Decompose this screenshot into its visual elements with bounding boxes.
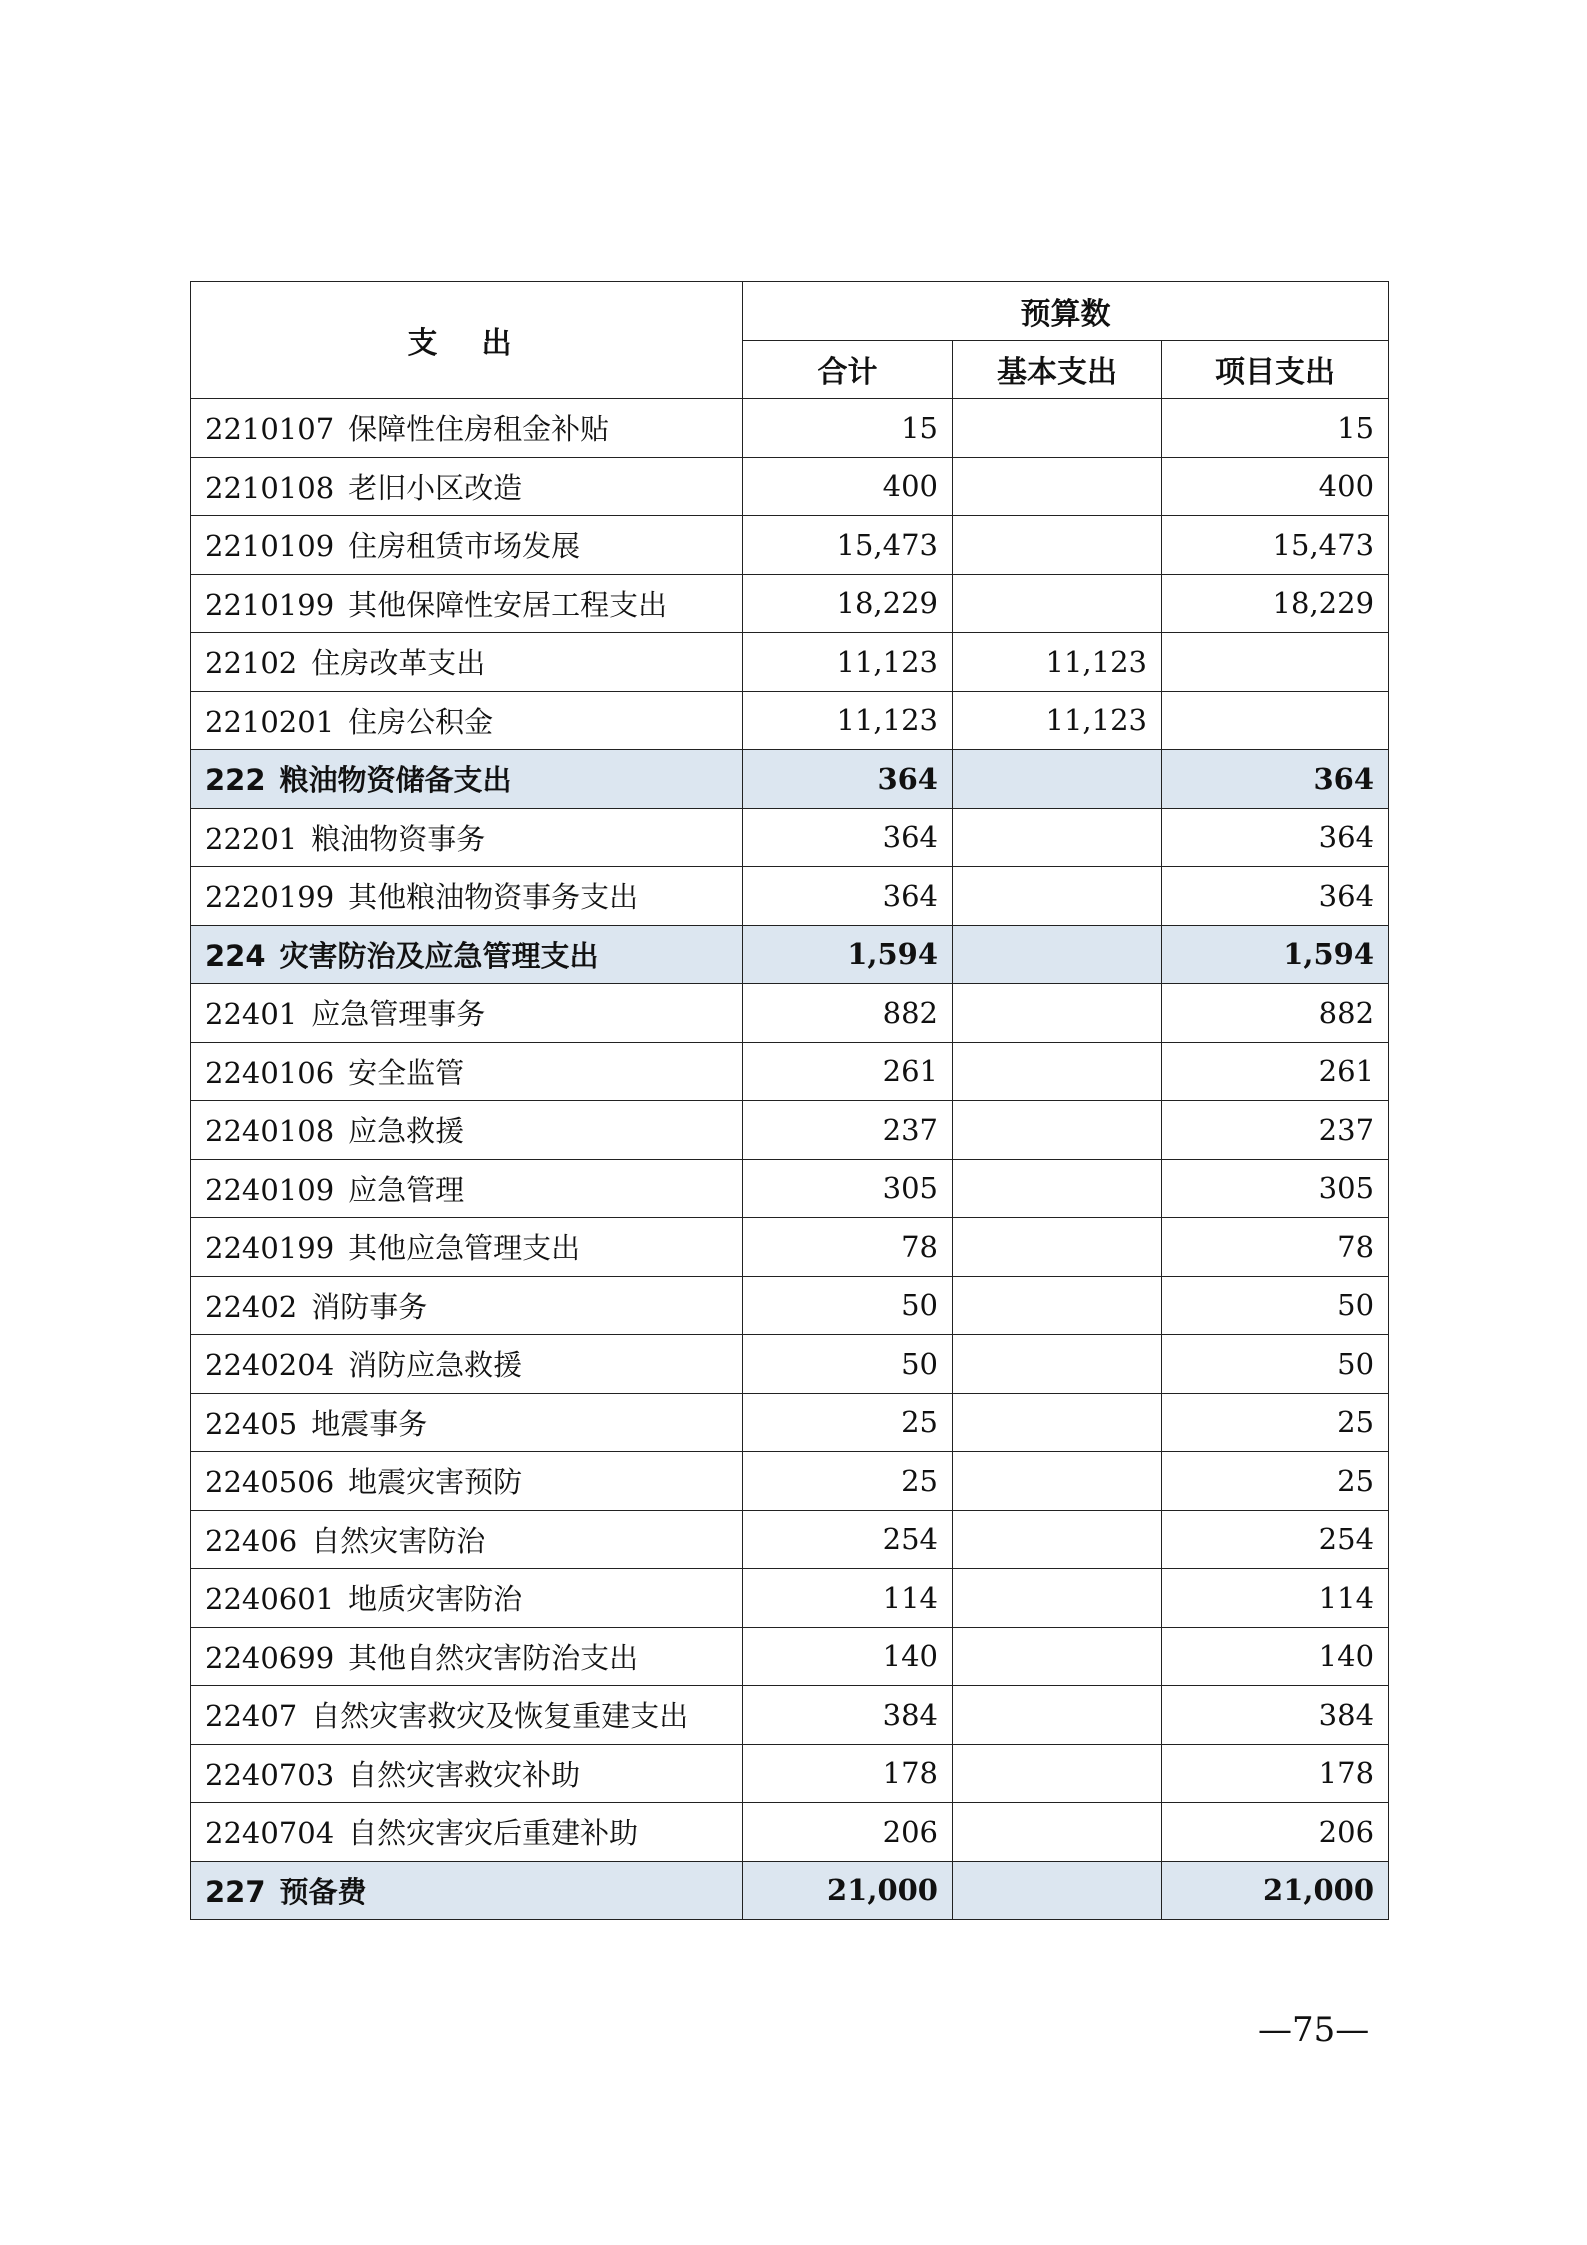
- item-cell: [191, 1393, 743, 1452]
- item-cell: [191, 1218, 743, 1277]
- total-cell: 11,123: [743, 691, 953, 750]
- project-cell: 21,000: [1162, 1861, 1389, 1920]
- basic-cell: [953, 1393, 1162, 1452]
- basic-cell: [953, 399, 1162, 458]
- item-name: 预备费: [279, 1874, 367, 1909]
- project-cell: 15: [1162, 399, 1389, 458]
- project-cell: [1162, 633, 1389, 692]
- item-name: 应急管理事务: [311, 997, 486, 1032]
- table-row: [191, 1686, 1389, 1745]
- total-cell: 261: [743, 1042, 953, 1101]
- page-number: —75—: [1258, 2010, 1370, 2050]
- basic-cell: [953, 1218, 1162, 1277]
- item-code: 22407: [205, 1699, 298, 1734]
- item-code: 2240506: [205, 1465, 335, 1500]
- item-code: 22102: [205, 646, 298, 681]
- table-body: [191, 399, 1389, 1920]
- project-cell: 50: [1162, 1335, 1389, 1394]
- summary-row: [191, 1861, 1389, 1920]
- item-code: 2210109: [205, 529, 335, 564]
- project-cell: 364: [1162, 808, 1389, 867]
- summary-row: [191, 925, 1389, 984]
- item-code: 2240704: [205, 1816, 335, 1851]
- item-code: 2240204: [205, 1348, 335, 1383]
- expenditure-header: 支出: [191, 282, 743, 399]
- total-cell: 25: [743, 1452, 953, 1511]
- table-row: [191, 1744, 1389, 1803]
- item-name: 粮油物资事务: [311, 821, 486, 856]
- basic-cell: [953, 516, 1162, 575]
- table-row: [191, 1159, 1389, 1218]
- basic-cell: [953, 808, 1162, 867]
- item-code: 2240106: [205, 1055, 335, 1090]
- total-cell: 50: [743, 1335, 953, 1394]
- item-cell: [191, 1276, 743, 1335]
- item-cell: [191, 750, 743, 809]
- budget-header: 预算数: [743, 282, 1389, 341]
- project-cell: 25: [1162, 1393, 1389, 1452]
- basic-cell: [953, 1861, 1162, 1920]
- item-name: 其他应急管理支出: [348, 1231, 581, 1266]
- project-cell: 140: [1162, 1627, 1389, 1686]
- item-name: 粮油物资储备支出: [279, 763, 512, 798]
- project-cell: 384: [1162, 1686, 1389, 1745]
- total-cell: 364: [743, 808, 953, 867]
- basic-cell: [953, 1744, 1162, 1803]
- total-cell: 254: [743, 1510, 953, 1569]
- item-code: 2240699: [205, 1640, 335, 1675]
- basic-cell: [953, 1276, 1162, 1335]
- project-cell: 305: [1162, 1159, 1389, 1218]
- project-cell: 25: [1162, 1452, 1389, 1511]
- table-row: [191, 1218, 1389, 1277]
- item-cell: [191, 1510, 743, 1569]
- summary-row: [191, 750, 1389, 809]
- project-cell: 178: [1162, 1744, 1389, 1803]
- item-cell: [191, 1159, 743, 1218]
- item-code: 22406: [205, 1523, 298, 1558]
- item-cell: [191, 867, 743, 926]
- basic-cell: [953, 984, 1162, 1043]
- item-cell: [191, 984, 743, 1043]
- item-code: 2220199: [205, 880, 335, 915]
- total-header: 合计: [743, 340, 953, 399]
- item-cell: [191, 1686, 743, 1745]
- table-row: [191, 1803, 1389, 1862]
- total-cell: 21,000: [743, 1861, 953, 1920]
- total-cell: 882: [743, 984, 953, 1043]
- table-row: [191, 808, 1389, 867]
- item-cell: [191, 457, 743, 516]
- item-code: 2240703: [205, 1757, 335, 1792]
- item-cell: [191, 1042, 743, 1101]
- basic-cell: [953, 1042, 1162, 1101]
- item-name: 保障性住房租金补贴: [348, 412, 610, 447]
- item-name: 自然灾害救灾及恢复重建支出: [311, 1699, 689, 1734]
- item-code: 2210108: [205, 470, 335, 505]
- table-row: [191, 1042, 1389, 1101]
- table-row: [191, 984, 1389, 1043]
- project-cell: 254: [1162, 1510, 1389, 1569]
- total-cell: 15,473: [743, 516, 953, 575]
- item-name: 地震事务: [311, 1406, 428, 1441]
- total-cell: 1,594: [743, 925, 953, 984]
- total-cell: 384: [743, 1686, 953, 1745]
- total-cell: 140: [743, 1627, 953, 1686]
- item-cell: [191, 691, 743, 750]
- total-cell: 400: [743, 457, 953, 516]
- item-code: 2240108: [205, 1114, 335, 1149]
- project-cell: [1162, 691, 1389, 750]
- basic-cell: [953, 925, 1162, 984]
- item-code: 2210107: [205, 412, 335, 447]
- basic-cell: [953, 457, 1162, 516]
- item-name: 应急管理: [348, 1172, 465, 1207]
- item-cell: [191, 574, 743, 633]
- table-row: [191, 1276, 1389, 1335]
- item-name: 地震灾害预防: [348, 1465, 523, 1500]
- item-name: 安全监管: [348, 1055, 465, 1090]
- table-row: [191, 1101, 1389, 1160]
- project-cell: 261: [1162, 1042, 1389, 1101]
- item-name: 其他保障性安居工程支出: [348, 587, 668, 622]
- total-cell: 114: [743, 1569, 953, 1628]
- basic-cell: 11,123: [953, 633, 1162, 692]
- basic-cell: [953, 1627, 1162, 1686]
- item-name: 住房公积金: [348, 704, 494, 739]
- project-cell: 78: [1162, 1218, 1389, 1277]
- item-code: 22401: [205, 997, 298, 1032]
- table-row: [191, 574, 1389, 633]
- project-cell: 400: [1162, 457, 1389, 516]
- header-row-top: [191, 282, 1389, 341]
- item-cell: [191, 1627, 743, 1686]
- project-cell: 364: [1162, 867, 1389, 926]
- table-row: [191, 1393, 1389, 1452]
- table-row: [191, 1335, 1389, 1394]
- total-cell: 206: [743, 1803, 953, 1862]
- project-cell: 18,229: [1162, 574, 1389, 633]
- table-row: [191, 1569, 1389, 1628]
- item-name: 自然灾害救灾补助: [348, 1757, 581, 1792]
- item-name: 灾害防治及应急管理支出: [279, 938, 599, 973]
- project-cell: 364: [1162, 750, 1389, 809]
- project-cell: 114: [1162, 1569, 1389, 1628]
- project-cell: 15,473: [1162, 516, 1389, 575]
- project-cell: 50: [1162, 1276, 1389, 1335]
- basic-cell: [953, 1686, 1162, 1745]
- item-name: 住房租赁市场发展: [348, 529, 581, 564]
- item-cell: [191, 808, 743, 867]
- total-cell: 305: [743, 1159, 953, 1218]
- total-cell: 25: [743, 1393, 953, 1452]
- total-cell: 18,229: [743, 574, 953, 633]
- item-name: 住房改革支出: [311, 646, 486, 681]
- item-name: 消防事务: [311, 1289, 428, 1324]
- item-cell: [191, 1569, 743, 1628]
- basic-cell: [953, 1452, 1162, 1511]
- total-cell: 364: [743, 867, 953, 926]
- basic-cell: [953, 1510, 1162, 1569]
- basic-cell: [953, 574, 1162, 633]
- basic-cell: [953, 867, 1162, 926]
- basic-cell: [953, 1569, 1162, 1628]
- basic-header: 基本支出: [953, 340, 1162, 399]
- project-cell: 882: [1162, 984, 1389, 1043]
- item-code: 22201: [205, 821, 298, 856]
- item-name: 自然灾害灾后重建补助: [348, 1816, 639, 1851]
- table-row: [191, 516, 1389, 575]
- item-name: 应急救援: [348, 1114, 465, 1149]
- basic-cell: [953, 1101, 1162, 1160]
- project-cell: 237: [1162, 1101, 1389, 1160]
- table-row: [191, 1627, 1389, 1686]
- item-code: 2210199: [205, 587, 335, 622]
- total-cell: 15: [743, 399, 953, 458]
- table-row: [191, 1452, 1389, 1511]
- total-cell: 11,123: [743, 633, 953, 692]
- item-code: 227: [205, 1874, 266, 1909]
- basic-cell: [953, 1159, 1162, 1218]
- item-name: 其他自然灾害防治支出: [348, 1640, 639, 1675]
- item-cell: [191, 1452, 743, 1511]
- basic-cell: [953, 750, 1162, 809]
- item-cell: [191, 633, 743, 692]
- item-cell: [191, 925, 743, 984]
- total-cell: 364: [743, 750, 953, 809]
- item-name: 自然灾害防治: [311, 1523, 486, 1558]
- table-row: [191, 399, 1389, 458]
- item-cell: [191, 1744, 743, 1803]
- item-cell: [191, 399, 743, 458]
- project-cell: 1,594: [1162, 925, 1389, 984]
- item-code: 2210201: [205, 704, 335, 739]
- total-cell: 237: [743, 1101, 953, 1160]
- table-row: [191, 457, 1389, 516]
- budget-table: [190, 281, 1389, 1920]
- item-code: 22405: [205, 1406, 298, 1441]
- project-header: 项目支出: [1162, 340, 1389, 399]
- table-row: [191, 867, 1389, 926]
- basic-cell: 11,123: [953, 691, 1162, 750]
- basic-cell: [953, 1803, 1162, 1862]
- item-cell: [191, 1101, 743, 1160]
- item-name: 地质灾害防治: [348, 1582, 523, 1617]
- item-cell: [191, 1335, 743, 1394]
- project-cell: 206: [1162, 1803, 1389, 1862]
- table-row: [191, 633, 1389, 692]
- item-code: 224: [205, 938, 266, 973]
- item-cell: [191, 1803, 743, 1862]
- item-code: 2240199: [205, 1231, 335, 1266]
- item-cell: [191, 516, 743, 575]
- total-cell: 78: [743, 1218, 953, 1277]
- item-cell: [191, 1861, 743, 1920]
- basic-cell: [953, 1335, 1162, 1394]
- table-row: [191, 691, 1389, 750]
- item-code: 22402: [205, 1289, 298, 1324]
- total-cell: 50: [743, 1276, 953, 1335]
- item-name: 消防应急救援: [348, 1348, 523, 1383]
- item-code: 2240109: [205, 1172, 335, 1207]
- item-name: 老旧小区改造: [348, 470, 523, 505]
- item-code: 2240601: [205, 1582, 335, 1617]
- total-cell: 178: [743, 1744, 953, 1803]
- item-name: 其他粮油物资事务支出: [348, 880, 639, 915]
- item-code: 222: [205, 763, 266, 798]
- table-row: [191, 1510, 1389, 1569]
